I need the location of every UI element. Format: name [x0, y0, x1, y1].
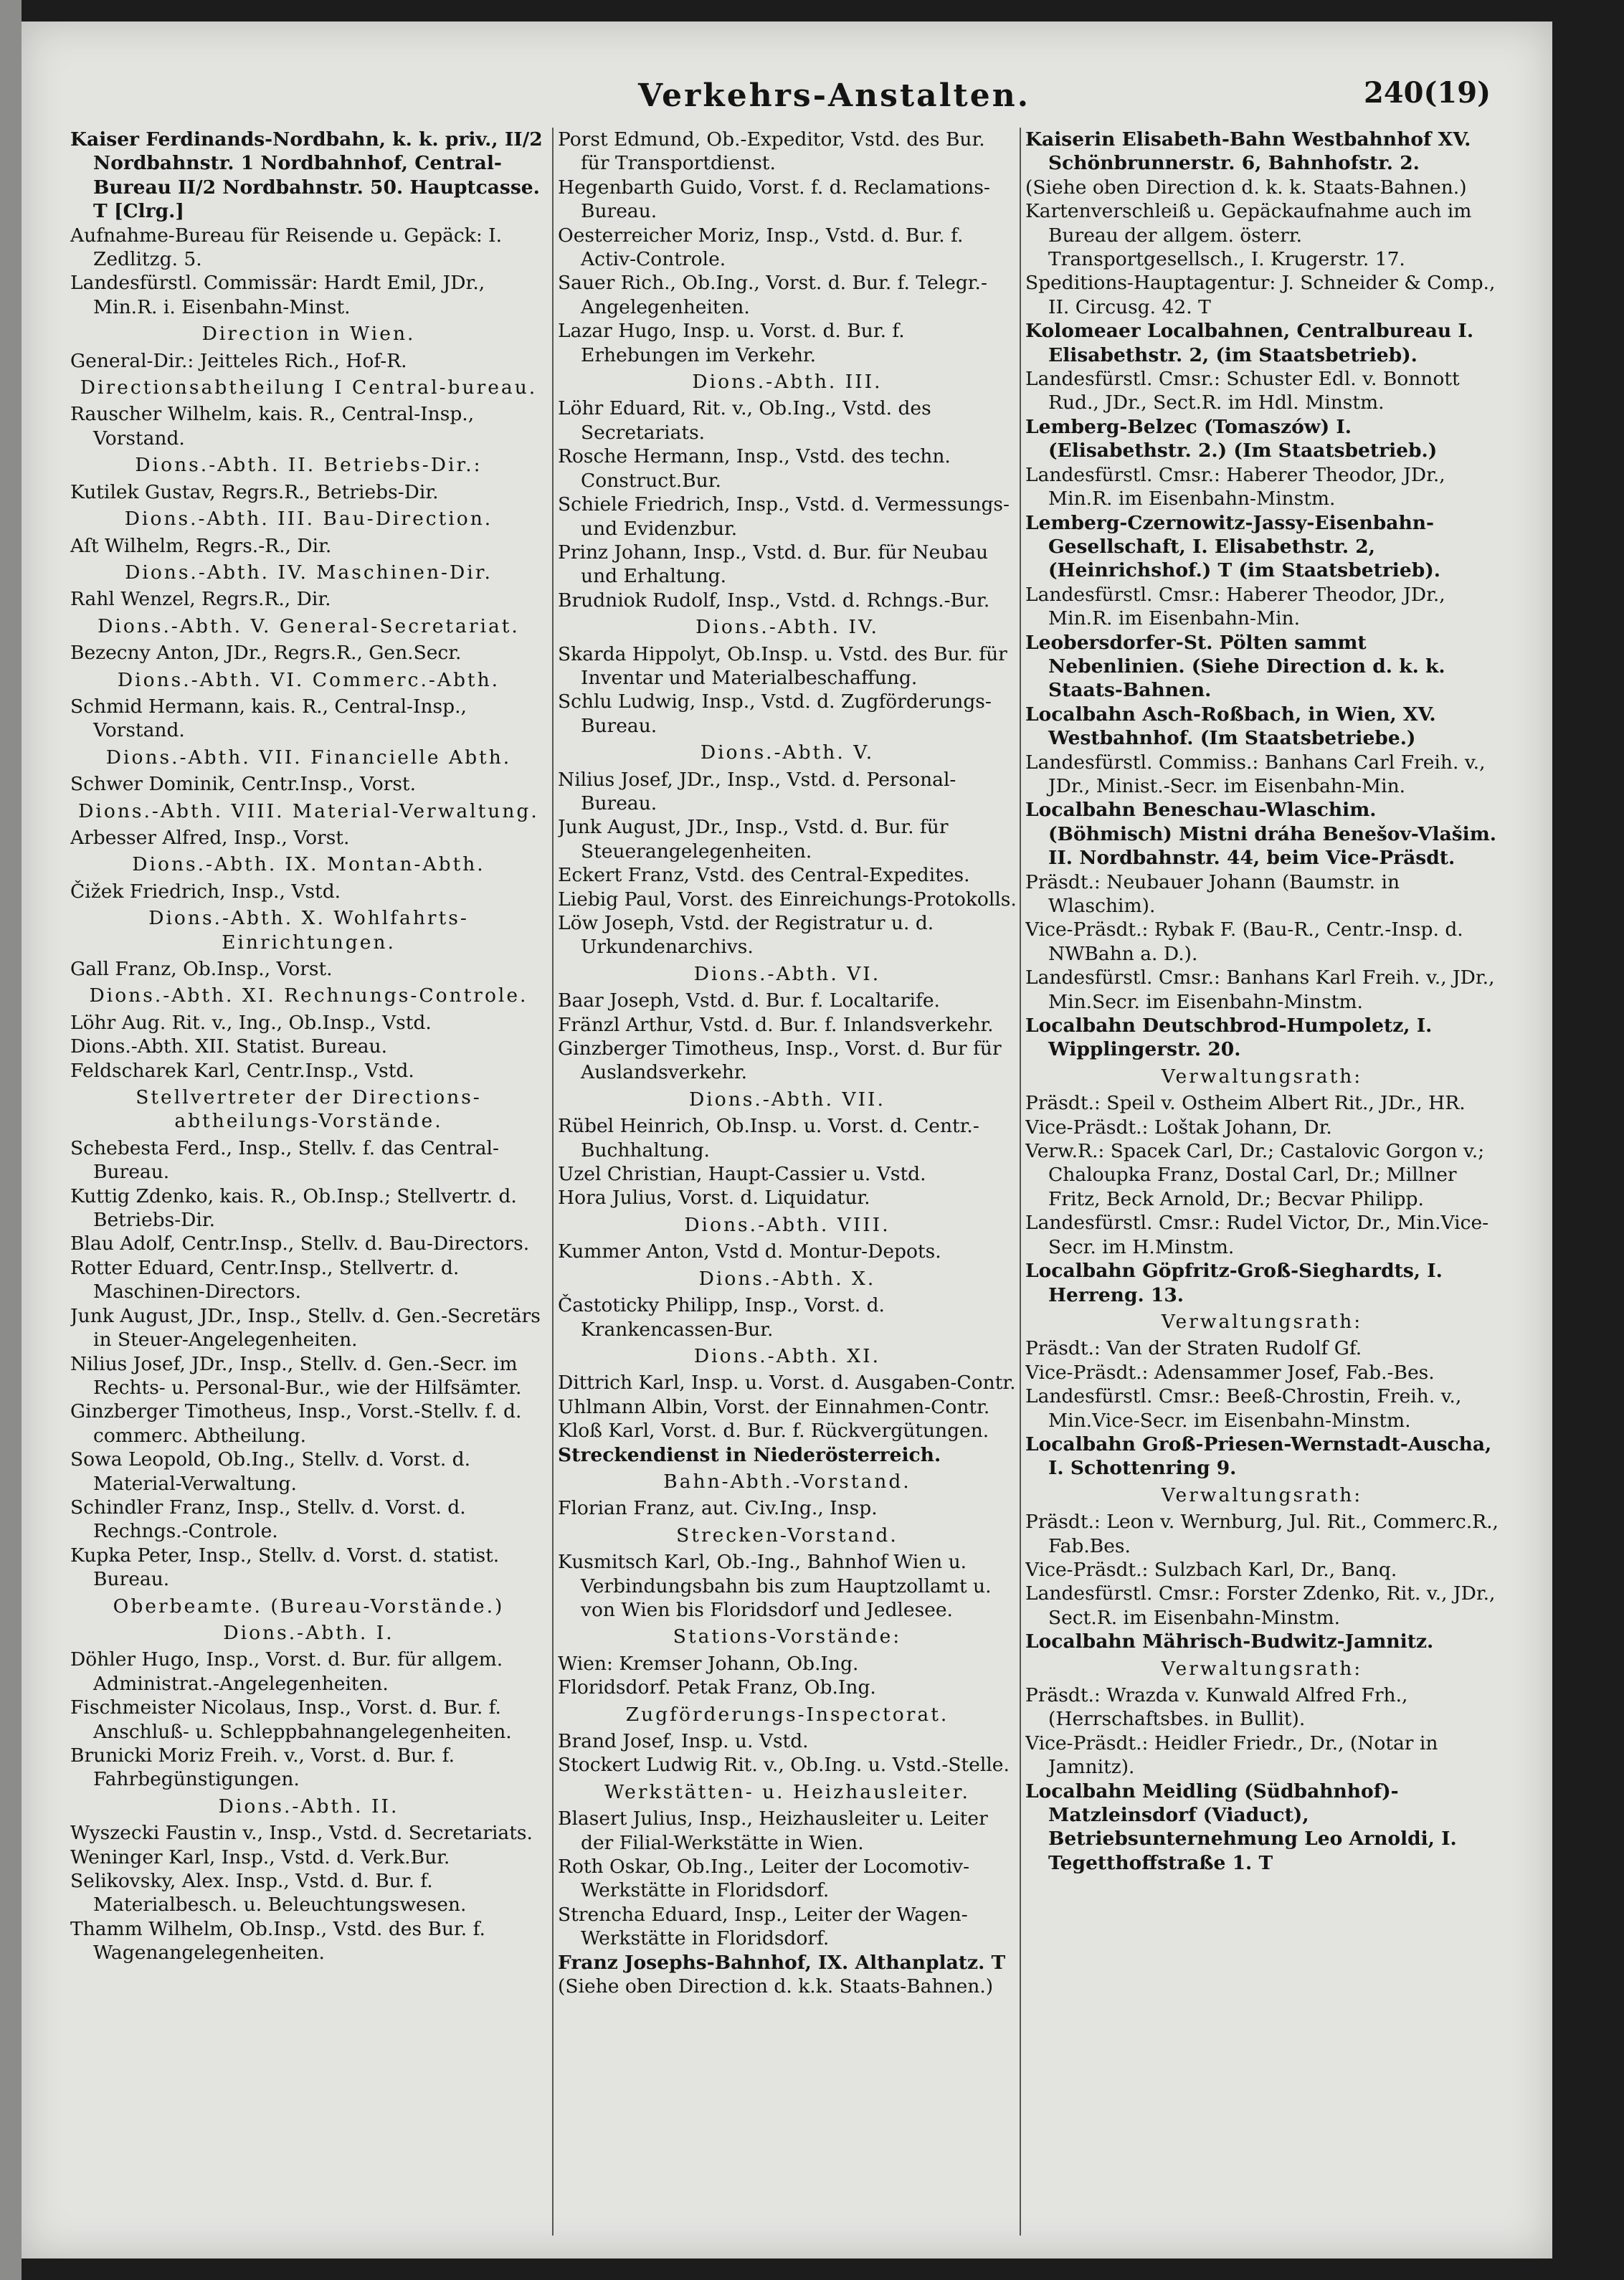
directory-entry: Landesfürstl. Cmsr.: Haberer Theodor, JDr., Min.R. im Eisenbahn-Minstm.	[1025, 463, 1445, 510]
directory-entry: Schmid Hermann, kais. R., Central-Insp., Vorstand.	[70, 695, 467, 742]
section-heading: Dions.-Abth. IX. Montan-Abth.	[132, 853, 485, 876]
section-heading: Dions.-Abth. VII. Financielle Abth.	[105, 746, 512, 769]
section-heading: Dions.-Abth. V. General-Secretariat.	[98, 614, 520, 637]
section-heading: Dions.-Abth. V.	[700, 741, 875, 764]
directory-entry: Sowa Leopold, Ob.Ing., Stellv. d. Vorst. d. Material-Verwaltung.	[70, 1448, 471, 1495]
directory-entry: Rotter Eduard, Centr.Insp., Stellvertr. d. Maschinen-Directors.	[70, 1256, 460, 1303]
directory-entry: Verw.R.: Spacek Carl, Dr.; Castalovic Gorgon v.; Chaloupka Franz, Dostal Carl, Dr.; Millner Fritz, Beck Arnold, Dr.; Becvar Philipp.	[1025, 1140, 1485, 1210]
section-heading: Verwaltungsrath:	[1161, 1310, 1363, 1333]
page-title: Verkehrs-Anstalten.	[638, 77, 1031, 114]
section-heading: Dions.-Abth. X.	[698, 1267, 876, 1290]
directory-page	[22, 22, 1552, 2258]
directory-entry: Kaiser Ferdinands-Nordbahn, k. k. priv., II/2 Nordbahnstr. 1 Nordbahnhof, Central-Bureau II/2 Nordbahnstr. 50. Hauptcasse. T [Clrg.]	[70, 128, 543, 223]
directory-entry: Landesfürstl. Cmsr.: Haberer Theodor, JDr., Min.R. im Eisenbahn-Min.	[1025, 583, 1445, 630]
section-heading: Dions.-Abth. VIII. Material-Verwaltung.	[78, 799, 539, 822]
directory-entry: Prinz Johann, Insp., Vstd. d. Bur. für Neubau und Erhaltung.	[558, 541, 989, 588]
section-heading: Strecken-Vorstand.	[676, 1524, 898, 1547]
section-heading: Verwaltungsrath:	[1161, 1657, 1363, 1680]
column-rule	[1020, 128, 1021, 2236]
directory-entry: Arbesser Alfred, Insp., Vorst.	[70, 826, 350, 849]
directory-entry: Kusmitsch Karl, Ob.-Ing., Bahnhof Wien u. Verbindungsbahn bis zum Hauptzollamt u. von Wien bis Floridsdorf und Jedlesee.	[558, 1551, 992, 1621]
directory-entry: Leobersdorfer-St. Pölten sammt Nebenlinien. (Siehe Direction d. k. k. Staats-Bahnen.	[1025, 631, 1445, 702]
directory-entry: Wien: Kremser Johann, Ob.Ing.	[558, 1652, 859, 1675]
directory-entry: Vice-Präsdt.: Adensammer Josef, Fab.-Bes.	[1025, 1361, 1435, 1384]
page-edge-shadow	[0, 0, 22, 2280]
section-heading: Dions.-Abth. III.	[692, 371, 883, 394]
directory-entry: Kuttig Zdenko, kais. R., Ob.Insp.; Stellvertr. d. Betriebs-Dir.	[70, 1184, 517, 1232]
directory-entry: Skarda Hippolyt, Ob.Insp. u. Vstd. des Bur. für Inventar und Materialbeschaffung.	[558, 642, 1007, 689]
directory-entry: Sauer Rich., Ob.Ing., Vorst. d. Bur. f. Telegr.-Angelegenheiten.	[558, 272, 987, 318]
section-heading: Dions.-Abth. VI. Commerc.-Abth.	[117, 668, 500, 691]
directory-entry: Localbahn Deutschbrod-Humpoletz, I. Wipplingerstr. 20.	[1025, 1015, 1433, 1061]
directory-entry: Vice-Präsdt.: Loštak Johann, Dr.	[1025, 1116, 1332, 1139]
directory-entry: Wyszecki Faustin v., Insp., Vstd. d. Secretariats.	[70, 1822, 533, 1845]
directory-entry: Stockert Ludwig Rit. v., Ob.Ing. u. Vstd.-Stelle.	[558, 1754, 1010, 1777]
section-heading: Dions.-Abth. VII.	[689, 1088, 885, 1111]
directory-entry: Localbahn Groß-Priesen-Wernstadt-Auscha, I. Schottenring 9.	[1025, 1433, 1492, 1480]
directory-entry: Častoticky Philipp, Insp., Vorst. d. Krankencassen-Bur.	[558, 1294, 885, 1341]
directory-entry: Präsdt.: Neubauer Johann (Baumstr. in Wlaschim).	[1025, 870, 1400, 917]
directory-entry: Schiele Friedrich, Insp., Vstd. d. Vermessungs- und Evidenzbur.	[558, 493, 1010, 540]
directory-entry: Selikovsky, Alex. Insp., Vstd. d. Bur. f. Materialbesch. u. Beleuchtungswesen.	[70, 1870, 467, 1916]
section-heading: Werkstätten- u. Heizhausleiter.	[604, 1780, 970, 1803]
section-heading: Dions.-Abth. II. Betriebs-Dir.:	[135, 454, 483, 477]
directory-entry: General-Dir.: Jeitteles Rich., Hof-R.	[70, 349, 407, 372]
section-heading: Dions.-Abth. IV.	[695, 616, 879, 639]
directory-entry: Döhler Hugo, Insp., Vorst. d. Bur. für allgem. Administrat.-Angelegenheiten.	[70, 1648, 503, 1695]
directory-entry: Lemberg-Belzec (Tomaszów) I. (Elisabethstr. 2.) (Im Staatsbetrieb.)	[1025, 415, 1438, 462]
directory-entry: Čižek Friedrich, Insp., Vstd.	[70, 880, 341, 903]
directory-entry: Nilius Josef, JDr., Insp., Vstd. d. Personal-Bureau.	[558, 768, 956, 814]
directory-entry: Brudniok Rudolf, Insp., Vstd. d. Rchngs.-Bur.	[558, 589, 990, 612]
directory-entry: Landesfürstl. Cmsr.: Rudel Victor, Dr., Min.Vice-Secr. im H.Minstm.	[1025, 1212, 1489, 1258]
directory-entry: Brunicki Moriz Freih. v., Vorst. d. Bur. f. Fahrbegünstigungen.	[70, 1744, 455, 1791]
directory-entry: Ginzberger Timotheus, Insp., Vorst.-Stellv. f. d. commerc. Abtheilung.	[70, 1400, 522, 1447]
directory-entry: Vice-Präsdt.: Sulzbach Karl, Dr., Banq.	[1025, 1558, 1397, 1581]
directory-entry: Nilius Josef, JDr., Insp., Stellv. d. Gen.-Secr. im Rechts- u. Personal-Bur., wie der Hilfsämter.	[70, 1352, 522, 1399]
directory-entry: Uhlmann Albin, Vorst. der Einnahmen-Contr.	[558, 1395, 990, 1418]
directory-entry: Landesfürstl. Cmsr.: Schuster Edl. v. Bonnott Rud., JDr., Sect.R. im Hdl. Minstm.	[1025, 368, 1460, 414]
directory-entry: Kutilek Gustav, Regrs.R., Betriebs-Dir.	[70, 480, 439, 503]
directory-entry: Strencha Eduard, Insp., Leiter der Wagen-Werkstätte in Floridsdorf.	[558, 1903, 968, 1950]
directory-entry: Kolomeaer Localbahnen, Centralbureau I. Elisabethstr. 2, (im Staatsbetrieb).	[1025, 320, 1474, 366]
directory-entry: Roth Oskar, Ob.Ing., Leiter der Locomotiv-Werkstätte in Floridsdorf.	[558, 1856, 970, 1902]
directory-entry: Kummer Anton, Vstd d. Montur-Depots.	[558, 1240, 941, 1263]
right-column	[1025, 128, 1499, 2246]
directory-entry: Ginzberger Timotheus, Insp., Vorst. d. Bur für Auslandsverkehr.	[558, 1037, 1002, 1084]
middle-column	[558, 128, 1017, 2246]
section-heading: Stations-Vorstände:	[673, 1625, 902, 1648]
section-heading: Oberbeamte. (Bureau-Vorstände.)	[113, 1595, 505, 1618]
directory-entry: Vice-Präsdt.: Rybak F. (Bau-R., Centr.-Insp. d. NWBahn a. D.).	[1025, 918, 1463, 965]
directory-entry: Localbahn Mährisch-Budwitz-Jamnitz.	[1025, 1630, 1434, 1653]
section-heading: Dions.-Abth. X. Wohlfahrts-Einrichtungen.	[148, 907, 469, 954]
directory-entry: Präsdt.: Leon v. Wernburg, Jul. Rit., Commerc.R., Fab.Bes.	[1025, 1511, 1499, 1557]
directory-entry: Rosche Hermann, Insp., Vstd. des techn. Construct.Bur.	[558, 445, 951, 492]
directory-entry: Schindler Franz, Insp., Stellv. d. Vorst. d. Rechngs.-Controle.	[70, 1496, 466, 1543]
directory-entry: Landesfürstl. Commissär: Hardt Emil, JDr., Min.R. i. Eisenbahn-Minst.	[70, 272, 485, 318]
directory-entry: Hegenbarth Guido, Vorst. f. d. Reclamations-Bureau.	[558, 176, 990, 223]
directory-entry: Speditions-Hauptagentur: J. Schneider & Comp., II. Circusg. 42. T	[1025, 272, 1496, 318]
directory-entry: Vice-Präsdt.: Heidler Friedr., Dr., (Notar in Jamnitz).	[1025, 1732, 1438, 1779]
directory-entry: Floridsdorf. Petak Franz, Ob.Ing.	[558, 1676, 876, 1699]
directory-entry: Franz Josephs-Bahnhof, IX. Althanplatz. T	[558, 1951, 1006, 1974]
directory-entry: Präsdt.: Van der Straten Rudolf Gf.	[1025, 1337, 1362, 1360]
directory-entry: Blasert Julius, Insp., Heizhausleiter u. Leiter der Filial-Werkstätte in Wien.	[558, 1808, 988, 1854]
section-heading: Verwaltungsrath:	[1161, 1483, 1363, 1506]
section-heading: Zugförderungs-Inspectorat.	[625, 1703, 949, 1726]
directory-entry: Junk August, JDr., Insp., Stellv. d. Gen.-Secretärs in Steuer-Angelegenheiten.	[70, 1304, 541, 1352]
directory-entry: Lemberg-Czernowitz-Jassy-Eisenbahn-Gesellschaft, I. Elisabethstr. 2, (Heinrichshof.) T (im Staatsbetrieb).	[1025, 511, 1441, 582]
directory-entry: Rauscher Wilhelm, kais. R., Central-Insp., Vorstand.	[70, 403, 475, 450]
directory-entry: Präsdt.: Speil v. Ostheim Albert Rit., JDr., HR.	[1025, 1092, 1466, 1115]
directory-entry: Dions.-Abth. XII. Statist. Bureau.	[70, 1035, 388, 1058]
directory-entry: Landesfürstl. Cmsr.: Banhans Karl Freih. v., JDr., Min.Secr. im Eisenbahn-Minstm.	[1025, 966, 1495, 1013]
directory-entry: Fränzl Arthur, Vstd. d. Bur. f. Inlandsverkehr.	[558, 1013, 994, 1036]
section-heading: Bahn-Abth.-Vorstand.	[663, 1470, 911, 1493]
directory-entry: Schebesta Ferd., Insp., Stellv. f. das Central-Bureau.	[70, 1136, 499, 1184]
directory-entry: Uzel Christian, Haupt-Cassier u. Vstd.	[558, 1163, 926, 1186]
directory-entry: Weninger Karl, Insp., Vstd. d. Verk.Bur.	[70, 1846, 450, 1868]
directory-entry: Thamm Wilhelm, Ob.Insp., Vstd. des Bur. f. Wagenangelegenheiten.	[70, 1917, 485, 1965]
directory-entry: Löw Joseph, Vstd. der Registratur u. d. Urkundenarchivs.	[558, 912, 934, 959]
directory-entry: Aufnahme-Bureau für Reisende u. Gepäck: I. Zedlitzg. 5.	[70, 224, 503, 271]
directory-entry: Liebig Paul, Vorst. des Einreichungs-Protokolls.	[558, 888, 1017, 911]
section-heading: Directionsabtheilung I Central-bureau.	[80, 376, 538, 399]
section-heading: Dions.-Abth. XI.	[693, 1344, 881, 1367]
section-heading: Dions.-Abth. IV. Maschinen-Dir.	[125, 561, 493, 584]
directory-entry: Junk August, JDr., Insp., Vstd. d. Bur. für Steuerangelegenheiten.	[558, 816, 949, 863]
directory-entry: Porst Edmund, Ob.-Expeditor, Vstd. des Bur. für Transportdienst.	[558, 128, 985, 175]
directory-entry: Bezecny Anton, JDr., Regrs.R., Gen.Secr.	[70, 642, 462, 665]
directory-entry: Oesterreicher Moriz, Insp., Vstd. d. Bur. f. Activ-Controle.	[558, 224, 964, 271]
directory-entry: Localbahn Göpfritz-Groß-Sieghardts, I. Herreng. 13.	[1025, 1260, 1443, 1306]
directory-entry: Löhr Eduard, Rit. v., Ob.Ing., Vstd. des Secretariats.	[558, 397, 931, 444]
directory-entry: Localbahn Meidling (Südbahnhof)-Matzleinsdorf (Viaduct), Betriebsunternehmung Leo Arnoldi, I. Tegetthoffstraße 1. T	[1025, 1780, 1457, 1874]
section-heading: Direction in Wien.	[201, 323, 416, 346]
section-heading: Dions.-Abth. I.	[223, 1621, 394, 1644]
directory-entry: Landesfürstl. Cmsr.: Beeß-Chrostin, Freih. v., Min.Vice-Secr. im Eisenbahn-Minstm.	[1025, 1385, 1462, 1432]
directory-entry: Kloß Karl, Vorst. d. Bur. f. Rückvergütungen.	[558, 1420, 989, 1443]
directory-entry: Schlu Ludwig, Insp., Vstd. d. Zugförderungs-Bureau.	[558, 690, 992, 737]
directory-entry: Lazar Hugo, Insp. u. Vorst. d. Bur. f. Erhebungen im Verkehr.	[558, 320, 905, 366]
directory-entry: Streckendienst in Niederösterreich.	[558, 1443, 941, 1466]
directory-entry: Eckert Franz, Vstd. des Central-Expedites.	[558, 864, 970, 887]
directory-entry: Kaiserin Elisabeth-Bahn Westbahnhof XV. Schönbrunnerstr. 6, Bahnhofstr. 2.	[1025, 128, 1471, 175]
section-heading: Stellvertreter der Directions-abtheilungs-Vorstände.	[136, 1086, 482, 1133]
section-heading: Dions.-Abth. VI.	[693, 962, 881, 985]
section-heading: Dions.-Abth. VIII.	[684, 1213, 891, 1236]
directory-entry: Rübel Heinrich, Ob.Insp. u. Vorst. d. Centr.-Buchhaltung.	[558, 1115, 979, 1162]
directory-entry: Löhr Aug. Rit. v., Ing., Ob.Insp., Vstd.	[70, 1011, 432, 1034]
directory-entry: Gall Franz, Ob.Insp., Vorst.	[70, 958, 333, 980]
directory-entry: Baar Joseph, Vstd. d. Bur. f. Localtarife.	[558, 989, 940, 1012]
directory-entry: Brand Josef, Insp. u. Vstd.	[558, 1730, 809, 1752]
directory-entry: Fischmeister Nicolaus, Insp., Vorst. d. Bur. f. Anschluß- u. Schleppbahnangelegenheiten.	[70, 1696, 512, 1743]
directory-entry: Blau Adolf, Centr.Insp., Stellv. d. Bau-Directors.	[70, 1232, 530, 1255]
section-heading: Verwaltungsrath:	[1161, 1065, 1363, 1088]
directory-entry: Localbahn Beneschau-Wlaschim. (Böhmisch) Mistni dráha Benešov-Vlašim. II. Nordbahnstr. 44, beim Vice-Präsdt.	[1025, 799, 1497, 870]
directory-entry: Feldscharek Karl, Centr.Insp., Vstd.	[70, 1059, 414, 1082]
directory-entry: Kupka Peter, Insp., Stellv. d. Vorst. d. statist. Bureau.	[70, 1544, 500, 1591]
directory-entry: Präsdt.: Wrazda v. Kunwald Alfred Frh., (Herrschaftsbes. in Bullit).	[1025, 1684, 1408, 1731]
directory-entry: (Siehe oben Direction d. k.k. Staats-Bahnen.)	[558, 1975, 994, 1998]
column-rule	[552, 128, 554, 2236]
directory-entry: Landesfürstl. Cmsr.: Forster Zdenko, Rit. v., JDr., Sect.R. im Eisenbahn-Minstm.	[1025, 1582, 1496, 1629]
directory-entry: Kartenverschleiß u. Gepäckaufnahme auch im Bureau der allgem. österr. Transportgesellsch., I. Krugerstr. 17.	[1025, 200, 1472, 271]
directory-entry: Schwer Dominik, Centr.Insp., Vorst.	[70, 773, 416, 796]
section-heading: Dions.-Abth. II.	[218, 1795, 399, 1818]
directory-entry: Localbahn Asch-Roßbach, in Wien, XV. Westbahnhof. (Im Staatsbetriebe.)	[1025, 703, 1436, 750]
directory-entry: Florian Franz, aut. Civ.Ing., Insp.	[558, 1497, 878, 1520]
section-heading: Dions.-Abth. III. Bau-Direction.	[124, 508, 493, 531]
directory-entry: Rahl Wenzel, Regrs.R., Dir.	[70, 588, 331, 611]
left-column	[70, 128, 547, 2246]
directory-entry: Landesfürstl. Commiss.: Banhans Carl Freih. v., JDr., Minist.-Secr. im Eisenbahn-Min.	[1025, 751, 1486, 797]
directory-entry: Dittrich Karl, Insp. u. Vorst. d. Ausgaben-Contr.	[558, 1372, 1016, 1395]
section-heading: Dions.-Abth. XI. Rechnungs-Controle.	[89, 984, 528, 1007]
directory-entry: Aſt Wilhelm, Regrs.-R., Dir.	[70, 534, 332, 557]
page-number: 240(19)	[1364, 76, 1491, 110]
directory-entry: (Siehe oben Direction d. k. k. Staats-Bahnen.)	[1025, 176, 1467, 199]
directory-entry: Hora Julius, Vorst. d. Liquidatur.	[558, 1187, 870, 1210]
